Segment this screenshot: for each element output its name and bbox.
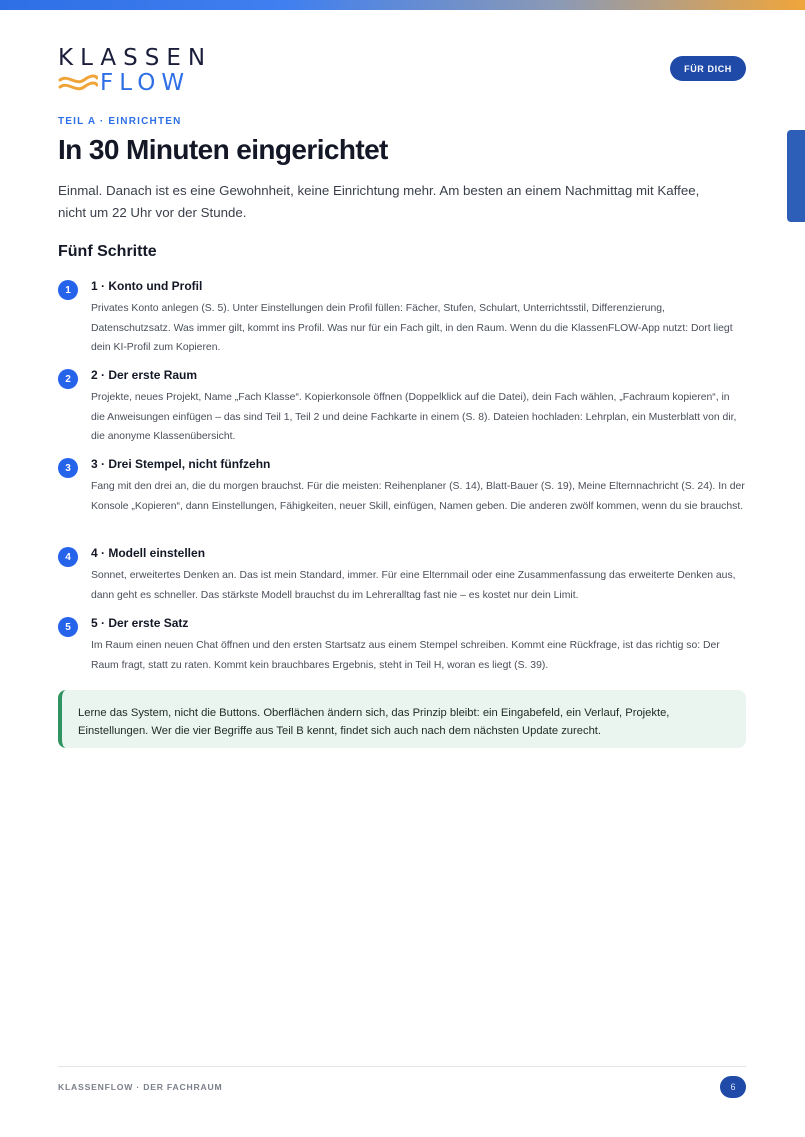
klassenflow-logo <box>58 46 212 95</box>
step-title: 4 · Modell einstellen <box>91 546 206 560</box>
step-title: 5 · Der erste Satz <box>91 616 189 630</box>
footer-running-title: KLASSENFLOW · DER FACHRAUM <box>58 1082 223 1092</box>
step-body: Fang mit den drei an, die du morgen brauchst. Für die meisten: Reihenplaner (S. 14), Blatt-Bauer (S. 19), Meine Elternnachricht (S. 24). In der Konsole „Kopieren“, dann Einstellungen, Fähigkeiten, neuer Skill, einfügen, Namen geben. Die anderen zwölf kommen, wenn du sie brauchst. <box>91 481 745 512</box>
section-kicker: TEIL A · EINRICHTEN <box>58 116 182 127</box>
for-you-badge: FÜR DICH <box>670 56 746 81</box>
step-item <box>58 368 748 457</box>
logo-bottom-row <box>58 71 212 95</box>
wave-icon <box>58 72 98 94</box>
step-body: Im Raum einen neuen Chat öffnen und den ersten Startsatz aus einem Stempel schreiben. Kommt eine Rückfrage, ist das richtig so: Der Raum fragt, statt zu raten. Kommt kein brauchbares Ergebnis, steht in Teil H, woran es liegt (S. 39). <box>91 640 720 671</box>
step-item <box>58 616 748 686</box>
side-tab-marker <box>787 130 805 222</box>
step-body: Projekte, neues Projekt, Name „Fach Klasse“. Kopierkonsole öffnen (Doppelklick auf die Datei), dein Fach wählen, „Fachraum kopieren“, in die Anweisungen einfügen – das sind Teil 1, Teil 2 und deine Fachkarte in einem (S. 8). Dateien hochladen: Lehrplan, ein Musterblatt von dir, die anonyme Klassenübersicht. <box>91 392 737 442</box>
step-title: 2 · Der erste Raum <box>91 368 198 382</box>
step-number-badge: 2 <box>58 369 78 389</box>
step-number-badge: 1 <box>58 280 78 300</box>
step-item <box>58 279 748 368</box>
steps-heading: Fünf Schritte <box>58 243 157 260</box>
step-title: 3 · Drei Stempel, nicht fünfzehn <box>91 457 271 471</box>
intro-paragraph: Einmal. Danach ist es eine Gewohnheit, keine Einrichtung mehr. Am besten an einem Nachmittag mit Kaffee, nicht um 22 Uhr vor der Stunde. <box>58 183 700 220</box>
step-number-badge: 4 <box>58 547 78 567</box>
page-number: 6 <box>720 1076 746 1098</box>
logo-text-top: KLASSEN <box>58 45 213 71</box>
logo-text-bottom: FLOW <box>100 70 191 96</box>
steps-list <box>58 279 748 686</box>
footer-divider <box>58 1066 746 1067</box>
step-number-badge: 5 <box>58 617 78 637</box>
step-title: 1 · Konto und Profil <box>91 279 203 293</box>
step-body: Privates Konto anlegen (S. 5). Unter Einstellungen dein Profil füllen: Fächer, Stufen, Schulart, Unterrichtsstil, Differenzierung, Datenschutzsatz. Was immer gilt, kommt ins Profil. Was nur für ein Fach gilt, in den Raum. Wenn du die KlassenFLOW-App nutzt: Dort liegt dein KI-Profil zum Kopieren. <box>91 303 733 353</box>
step-body: Sonnet, erweitertes Denken an. Das ist mein Standard, immer. Für eine Elternmail oder eine Zusammenfassung das erweiterte Denken aus, dann geht es schneller. Das stärkste Modell brauchst du im Lehreralltag fast nie – es kostet nur dein Limit. <box>91 570 736 601</box>
top-gradient-bar <box>0 0 805 10</box>
step-item <box>58 457 748 546</box>
callout-text: Lerne das System, nicht die Buttons. Oberflächen ändern sich, das Prinzip bleibt: ein Eingabefeld, ein Verlauf, Projekte, Einstellungen. Wer die vier Begriffe aus Teil B kennt, findet sich auch nach dem nächsten Update zurecht. <box>78 707 670 737</box>
page-title: In 30 Minuten eingerichtet <box>58 134 388 165</box>
step-number-badge: 3 <box>58 458 78 478</box>
step-item <box>58 546 748 616</box>
tip-callout <box>58 690 746 748</box>
